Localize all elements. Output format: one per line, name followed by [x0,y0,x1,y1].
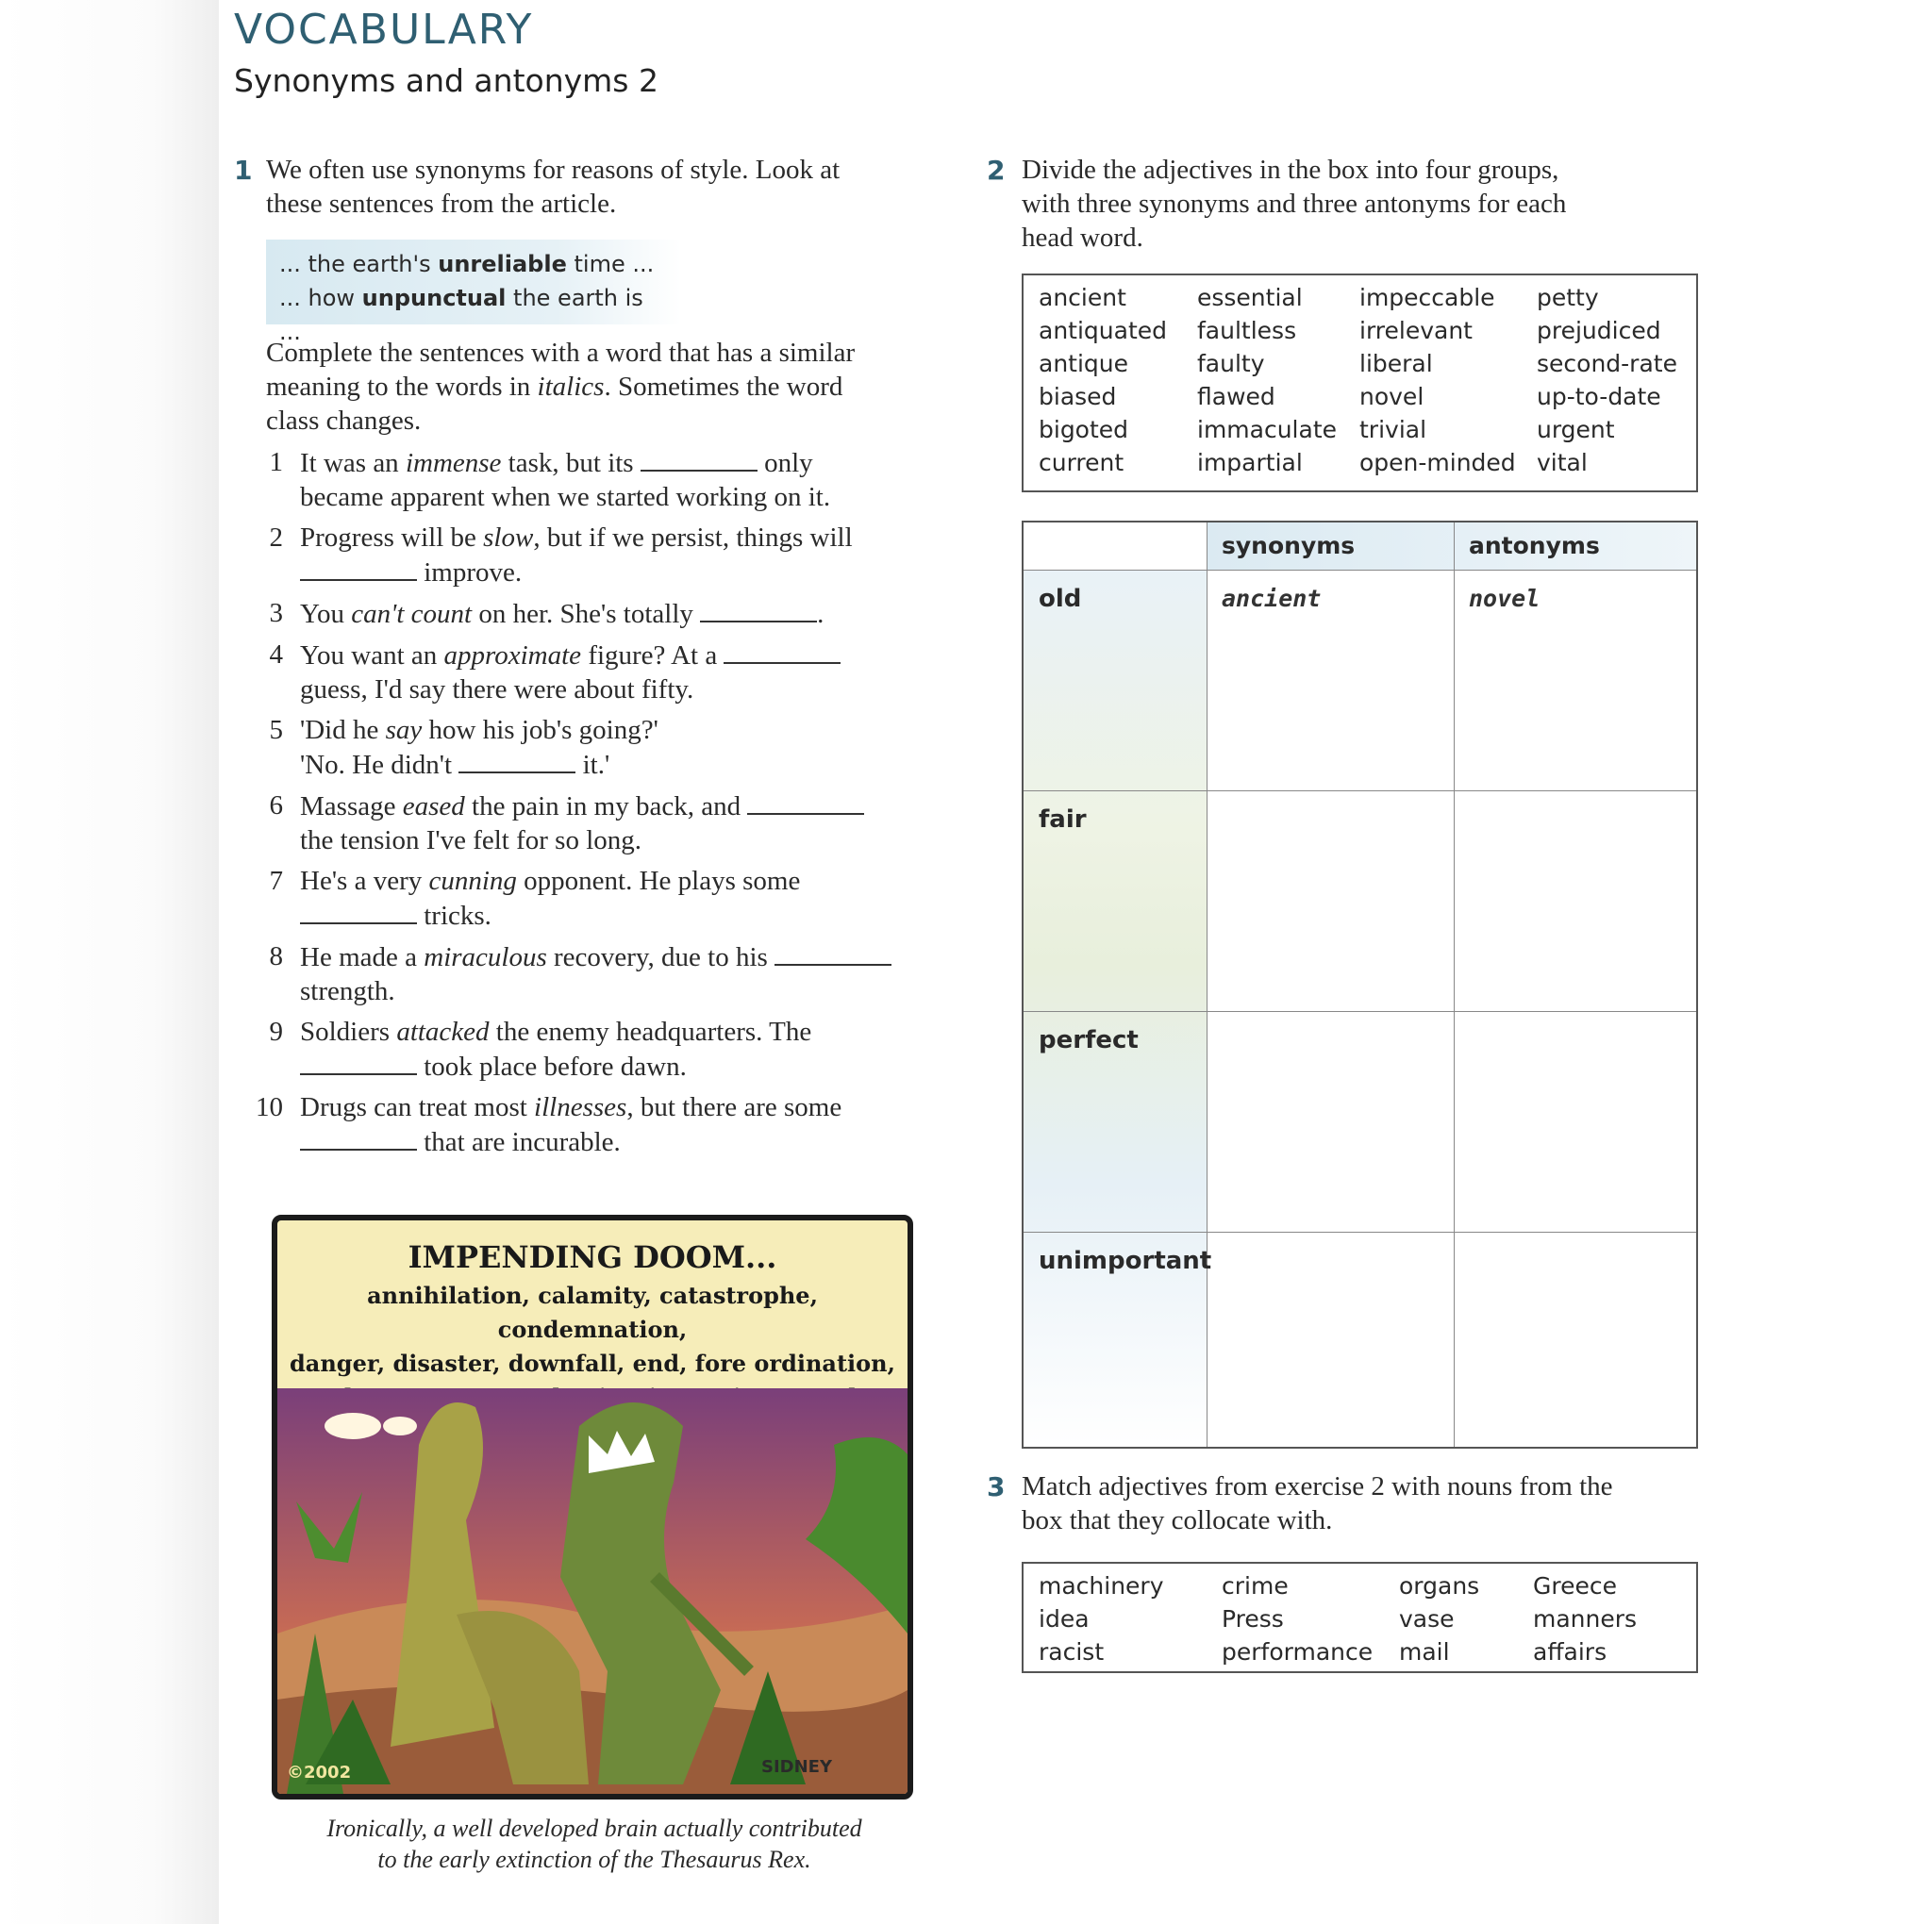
exercise-1-intro [266,153,840,221]
answer-blank[interactable] [300,555,417,581]
exercise-item: 1 It was an immense task, but its only became apparent when we started working on it. [269,447,831,512]
exercise-3-instruction: Match adjectives from exercise 2 with nouns from the box that they collocate with. [1022,1471,1613,1535]
exercise-item: 8 He made a miraculous recovery, due to his strength. [253,939,932,1008]
adjectives-word-box [1022,274,1698,492]
dinosaur-illustration [277,1388,908,1794]
exercise-2-number: 2 [987,155,1006,186]
section-title: VOCABULARY [234,6,534,54]
word-box-column: machinery idea racist [1039,1572,1164,1666]
word-box-column: impeccable irrelevant liberal novel trivial open-minded [1359,284,1516,476]
answer-blank[interactable] [700,596,817,622]
exercise-3-number: 3 [987,1471,1006,1502]
answer-blank[interactable] [747,788,864,815]
exercise-item: 7 He's a very cunning opponent. He plays some tricks. [269,866,801,931]
nouns-word-box [1022,1562,1698,1673]
exercise-1-number: 1 [234,155,253,186]
exercise-item: 5 'Did he say how his job's going?' 'No. He didn't it.' [269,715,658,780]
word-box-column: crime Press performance [1222,1572,1374,1666]
word-box-column: essential faultless faulty flawed immaculate impartial [1197,284,1338,476]
exercise-item: 9 Soldiers attacked the enemy headquarters. The took place before dawn. [269,1017,812,1082]
exercise-item: 6 Massage eased the pain in my back, and the tension I've felt for so long. [253,788,932,857]
answer-blank[interactable] [300,1124,417,1151]
example-sentences-box [266,240,681,345]
exercise-item: 2 Progress will be slow, but if we persist, things will improve. [269,522,853,588]
row-label-old: old [1039,585,1082,613]
column-header-antonyms: antonyms [1469,532,1600,559]
column-header-synonyms: synonyms [1222,532,1356,559]
section-subtitle: Synonyms and antonyms 2 [234,62,658,99]
example-sentence: ... the earth's unreliable time ... [279,251,655,277]
row-label-perfect: perfect [1039,1026,1139,1054]
row-label-unimportant: unimportant [1039,1247,1212,1275]
row-label-fair: fair [1039,805,1087,834]
answer-blank[interactable] [774,939,891,966]
cartoon-headline: IMPENDING DOOM... [408,1239,777,1275]
cartoon-text-line: annihilation, calamity, catastrophe, condemnation, [367,1282,818,1343]
example-synonym: ancient [1222,585,1322,612]
word-box-column: petty prejudiced second-rate up-to-date urgent vital [1537,284,1677,476]
answer-blank[interactable] [300,1049,417,1075]
word-box-column: Greece manners affairs [1533,1572,1638,1666]
cartoon-caption: Ironically, a well developed brain actually contributed to the early extinction of the Thesaurus Rex. [326,1815,862,1873]
cartoon-text-line: danger, disaster, downfall, end, fore ordination, [290,1350,895,1377]
exercise-1-instruction: Complete the sentences with a word that has a similar meaning to the words in italics. Sometimes the word class changes. [266,338,856,436]
exercise-item: 4 You want an approximate figure? At a guess, I'd say there were about fifty. [253,638,932,706]
word-box-column: ancient antiquated antique biased bigoted current [1039,284,1167,476]
exercise-1-items [253,445,932,1166]
page-binding-shadow [0,0,219,1924]
answer-blank[interactable] [724,638,841,664]
answer-blank[interactable] [641,445,758,472]
cartoon-copyright: ©2002 [287,1763,352,1783]
cartoon-panel [272,1215,913,1800]
exercise-item: 3 You can't count on her. She's totally . [269,598,824,629]
example-sentence: ... how unpunctual the earth is ... [279,285,643,345]
exercise-1-intro-line: We often use synonyms for reasons of style. Look at [266,155,841,185]
answer-blank[interactable] [458,747,575,773]
word-box-column: organs vase mail [1399,1572,1480,1666]
exercise-1-intro-line: these sentences from the article. [266,189,617,219]
answer-blank[interactable] [300,898,417,924]
exercise-2-instruction: Divide the adjectives in the box into four groups, with three synonyms and three antonyms for each head word. [1022,155,1567,253]
example-antonym: novel [1469,585,1541,612]
synonyms-antonyms-table [1022,521,1698,1449]
cartoon-signature: SIDNEY [761,1757,832,1777]
exercise-item: 10 Drugs can treat most illnesses, but there are some that are incurable. [256,1092,842,1157]
